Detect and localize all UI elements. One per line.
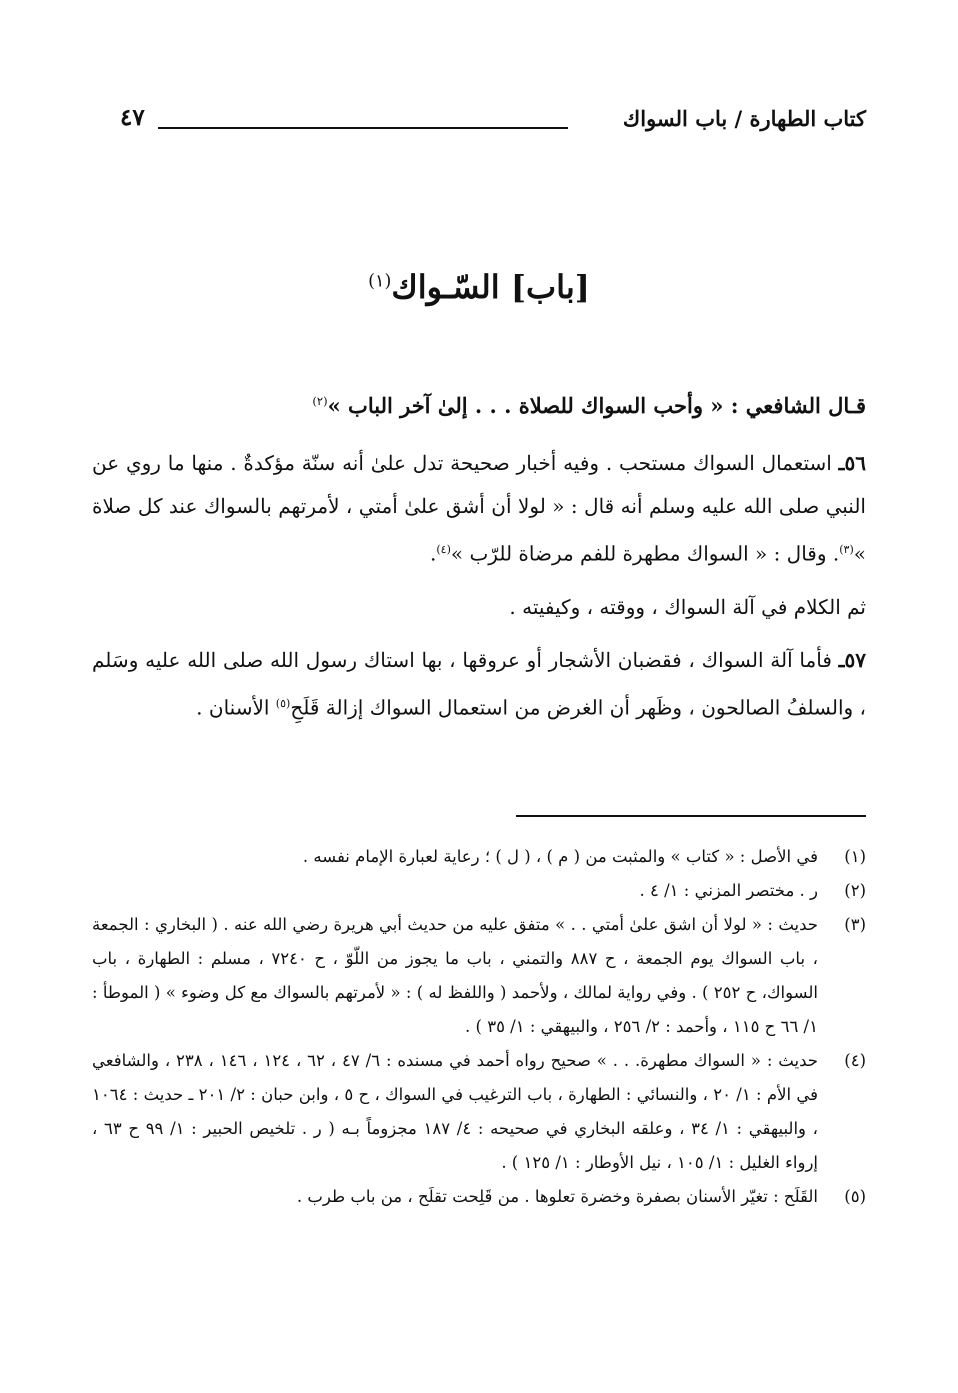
footnote-ref-5: (٥) (275, 696, 291, 710)
paragraph-56-text-a: استعمال السواك مستحب . وفيه أخبار صحيحة تدل علىٰ أنه سنّة مؤكدةٌ . منها ما روي عن النبي صلى الله عليه وسلم أنه قال : « لولا أن أشق علىٰ أمتي ، لأمرتهم بالسواك عند كل صلاة » (92, 451, 866, 566)
footnote-5 (92, 1180, 866, 1214)
footnote-text: ر . مختصر المزني : ١/ ٤ . (639, 881, 818, 900)
shafii-quote (92, 380, 866, 427)
footnote-number: (١) (844, 847, 866, 866)
footnote-text: في الأصل : « كتاب » والمثبت من ( م ) ، ( ل ) ؛ رعاية لعبارة الإمام نفسه . (302, 847, 818, 866)
footnote-number: (٢) (844, 881, 866, 900)
chapter-title (0, 268, 958, 306)
footnote-separator (516, 815, 866, 817)
footnote-1 (92, 840, 866, 874)
paragraph-number-56: ٥٦ـ (838, 451, 866, 475)
footnote-number: (٥) (844, 1187, 866, 1206)
footnote-number: (٣) (844, 915, 866, 934)
running-header-title: كتاب الطهارة / باب السواك (622, 106, 866, 131)
footnote-text: حديث : « لولا أن اشق علىٰ أمتي . . » متفق عليه من حديث أبي هريرة رضي الله عنه . ( البخاري : الجمعة ، باب السواك يوم الجمعة ، ح ٨٨٧ والتمني ، باب ما يجوز من اللّوّ ، ح ٧٢٤٠ ، مسلم : الطهارة ، باب السواك، ح ٢٥٢ ) . وفي رواية لمالك ، ولأحمد ( واللفظ له ) : « لأمرتهم بالسواك مع كل وضوء » ( الموطأ : ١/ ٦٦ ح ١١٥ ، وأحمد : ٢/ ٢٥٦ ، والبيهقي : ١/ ٣٥ ) . (92, 915, 818, 1036)
footnote-number: (٤) (844, 1051, 866, 1070)
paragraph-number-57: ٥٧ـ (838, 647, 866, 672)
footnotes (92, 840, 866, 1214)
shafii-quote-text: قـال الشافعي : « وأحب السواك للصلاة . . . إلىٰ آخر الباب » (327, 393, 866, 418)
paragraph-57-text-b: الأسنان . (196, 695, 270, 720)
chapter-title-text: [باب] السّـواك (391, 268, 590, 306)
footnote-text: القَلَح : تغيّر الأسنان بصفرة وخضرة تعلوها . من قَلِحت تقلَح ، من باب طرب . (296, 1187, 818, 1206)
footnote-text: حديث : « السواك مطهرة. . . » صحيح رواه أحمد في مسنده : ٦/ ٤٧ ، ٦٢ ، ١٢٤ ، ١٤٦ ، ٢٣٨ ، والشافعي في الأم : ١/ ٢٠ ، والنسائي : الطهارة ، باب الترغيب في السواك ، ح ٥ ، وابن حبان : ٢/ ٢٠١ ـ حديث : ١٠٦٤ ، والبيهقي : ١/ ٣٤ ، وعلقه البخاري في صحيحه : ٤/ ١٨٧ مجزوماً بـه ( ر . تلخيص الحبير : ١/ ٩٩ ح ٦٣ ، إرواء الغليل : ١/ ١٠٥ ، نيل الأوطار : ١/ ١٢٥ ) . (92, 1051, 818, 1172)
footnote-3 (92, 908, 866, 1044)
paragraph-57 (92, 639, 866, 730)
footnote-ref-4: (٤) (436, 543, 451, 556)
header-rule (158, 127, 568, 129)
footnote-4 (92, 1044, 866, 1180)
footnote-ref-1: (١) (368, 271, 392, 292)
running-header (120, 100, 866, 146)
footnote-ref-2: (٢) (312, 394, 328, 408)
footnote-2 (92, 874, 866, 908)
paragraph-57-text-a: فأما آلة السواك ، فقضبان الأشجار أو عروقها ، بها استاك رسول الله صلى الله عليه وسَلم ، والسلفُ الصالحون ، وظَهر أن الغرض من استعمال السواك إزالة قَلَحِ (92, 647, 866, 720)
paragraph-56-text-b: . وقال : « السواك مطهرة للفم مرضاة للرّب » (450, 541, 840, 566)
paragraph-mid: ثم الكلام في آلة السواك ، ووقته ، وكيفيته . (509, 594, 866, 619)
main-text (92, 380, 866, 729)
paragraph-56-text-c: . (429, 541, 437, 566)
paragraph-56 (92, 442, 866, 576)
page-number: ٤٧ (120, 104, 145, 131)
footnote-ref-3: (٣) (839, 543, 854, 556)
